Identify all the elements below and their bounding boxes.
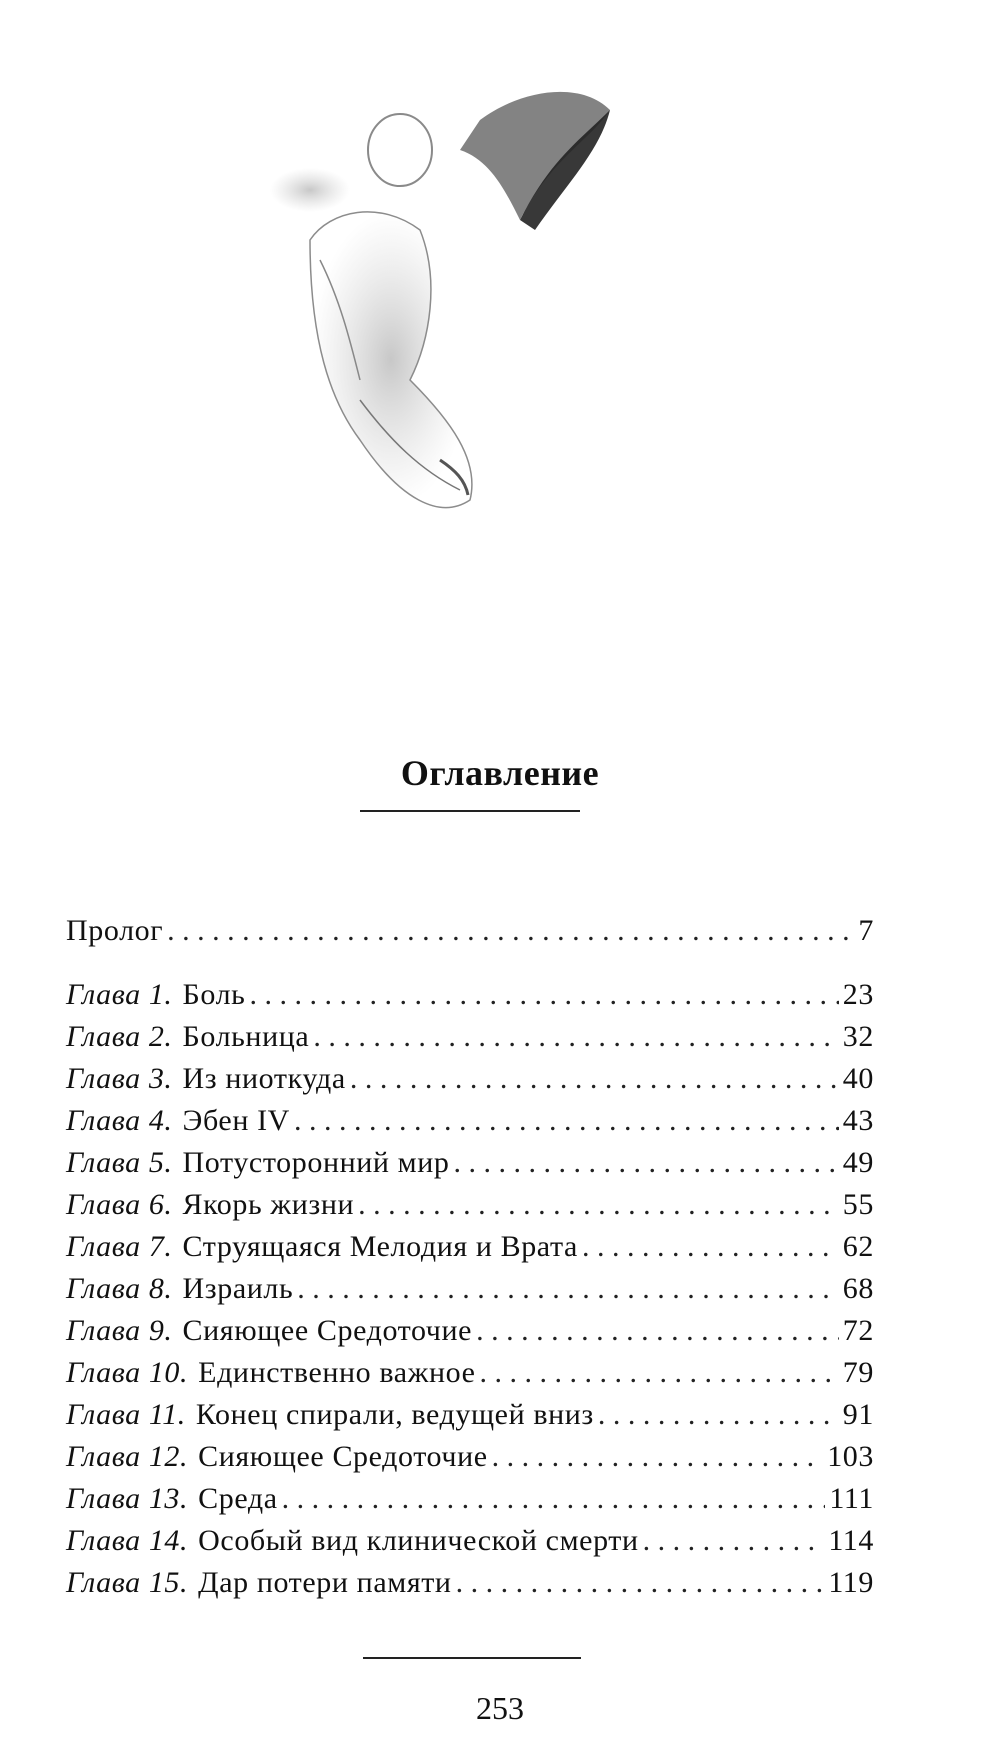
chapter-number: Глава 2. bbox=[66, 1020, 173, 1053]
toc-row[interactable] bbox=[66, 1352, 874, 1394]
chapter-title: Потусторонний мир bbox=[182, 1146, 450, 1179]
toc-row[interactable] bbox=[66, 1016, 874, 1058]
chapter-page: 91 bbox=[842, 1398, 874, 1431]
chapter-title: Конец спирали, ведущей вниз bbox=[195, 1398, 594, 1431]
chapter-number: Глава 9. bbox=[66, 1314, 173, 1347]
chapter-number: Глава 6. bbox=[66, 1188, 173, 1221]
chapter-page: 119 bbox=[828, 1566, 874, 1599]
chapter-title: Эбен IV bbox=[182, 1104, 290, 1137]
chapter-page: 40 bbox=[842, 1062, 874, 1095]
chapter-page: 23 bbox=[842, 978, 874, 1011]
dot-leader bbox=[350, 1058, 839, 1100]
chapter-number: Глава 5. bbox=[66, 1146, 173, 1179]
toc-row[interactable] bbox=[66, 1310, 874, 1352]
dot-leader bbox=[249, 974, 838, 1016]
dot-leader bbox=[643, 1520, 825, 1562]
toc-row[interactable] bbox=[66, 1520, 874, 1562]
toc-row[interactable] bbox=[66, 974, 874, 1016]
chapter-page: 79 bbox=[842, 1356, 874, 1389]
dot-leader bbox=[297, 1268, 839, 1310]
chapter-title: Якорь жизни bbox=[182, 1188, 355, 1221]
chapter-page: 49 bbox=[842, 1146, 874, 1179]
toc-row[interactable] bbox=[66, 1058, 874, 1100]
toc-row[interactable] bbox=[66, 1394, 874, 1436]
chapter-title: Единственно важное bbox=[198, 1356, 476, 1389]
chapter-number: Глава 14. bbox=[66, 1524, 189, 1557]
chapter-title: Из ниоткуда bbox=[182, 1062, 346, 1095]
chapter-number: Глава 11. bbox=[66, 1398, 186, 1431]
dot-leader bbox=[582, 1226, 839, 1268]
chapter-number: Глава 13. bbox=[66, 1482, 189, 1515]
chapter-number: Глава 10. bbox=[66, 1356, 189, 1389]
chapter-title: Больница bbox=[182, 1020, 310, 1053]
chapter-title: Дар потери памяти bbox=[198, 1566, 452, 1599]
heading-underline bbox=[360, 810, 580, 812]
chapter-page: 68 bbox=[842, 1272, 874, 1305]
chapter-number: Глава 15. bbox=[66, 1566, 189, 1599]
dot-leader bbox=[456, 1562, 825, 1604]
prologue-title: Пролог bbox=[66, 914, 164, 947]
chapter-title: Особый вид клинической смерти bbox=[198, 1524, 639, 1557]
toc-row[interactable] bbox=[66, 1562, 874, 1604]
chapter-page: 32 bbox=[842, 1020, 874, 1053]
dot-leader bbox=[167, 910, 854, 952]
chapter-page: 114 bbox=[828, 1524, 874, 1557]
chapter-number: Глава 8. bbox=[66, 1272, 173, 1305]
chapter-title: Боль bbox=[182, 978, 246, 1011]
angel-illustration bbox=[250, 80, 670, 580]
dot-leader bbox=[480, 1352, 839, 1394]
dot-leader bbox=[598, 1394, 839, 1436]
chapter-number: Глава 4. bbox=[66, 1104, 173, 1137]
chapter-title: Сияющее Средоточие bbox=[182, 1314, 473, 1347]
toc-row[interactable] bbox=[66, 1184, 874, 1226]
footer-rule bbox=[363, 1657, 581, 1659]
dot-leader bbox=[454, 1142, 839, 1184]
chapter-title: Среда bbox=[198, 1482, 278, 1515]
chapter-page: 55 bbox=[842, 1188, 874, 1221]
toc-row-prologue[interactable] bbox=[66, 910, 874, 952]
dot-leader bbox=[358, 1184, 839, 1226]
prologue-page: 7 bbox=[858, 914, 874, 947]
chapter-page: 62 bbox=[842, 1230, 874, 1263]
toc-row[interactable] bbox=[66, 1142, 874, 1184]
toc-row[interactable] bbox=[66, 1100, 874, 1142]
toc-heading: Оглавление bbox=[400, 753, 600, 793]
chapter-page: 72 bbox=[842, 1314, 874, 1347]
page-number: 253 bbox=[476, 1690, 524, 1726]
toc-row[interactable] bbox=[66, 1226, 874, 1268]
dot-leader bbox=[476, 1310, 839, 1352]
toc-row[interactable] bbox=[66, 1436, 874, 1478]
chapter-page: 103 bbox=[827, 1440, 874, 1473]
dot-leader bbox=[492, 1436, 824, 1478]
toc-row[interactable] bbox=[66, 1478, 874, 1520]
chapter-title: Сияющее Средоточие bbox=[198, 1440, 488, 1473]
dot-leader bbox=[294, 1100, 839, 1142]
chapter-number: Глава 3. bbox=[66, 1062, 173, 1095]
dot-leader bbox=[282, 1478, 826, 1520]
chapter-number: Глава 1. bbox=[66, 978, 173, 1011]
chapter-number: Глава 7. bbox=[66, 1230, 173, 1263]
chapter-page: 111 bbox=[829, 1482, 874, 1515]
toc-row[interactable] bbox=[66, 1268, 874, 1310]
chapter-number: Глава 12. bbox=[66, 1440, 189, 1473]
chapter-title: Струящаяся Мелодия и Врата bbox=[182, 1230, 578, 1263]
chapter-page: 43 bbox=[842, 1104, 874, 1137]
table-of-contents bbox=[66, 910, 874, 1604]
dot-leader bbox=[313, 1016, 838, 1058]
chapter-title: Израиль bbox=[182, 1272, 294, 1305]
